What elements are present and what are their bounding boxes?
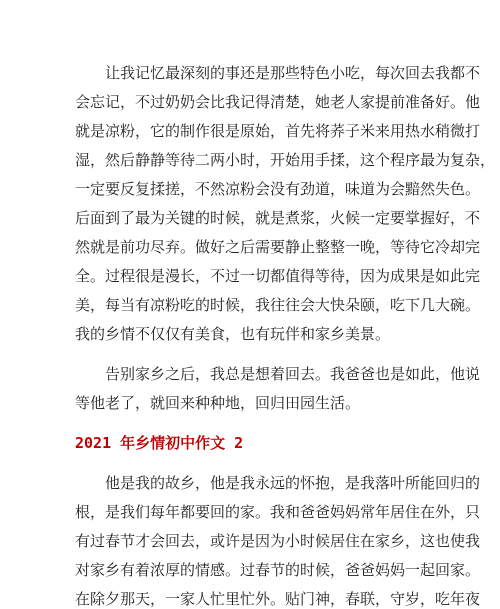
para3-line-1: 他是我的故乡，他是我永远的怀抱，是我落叶所能回归的 [105, 474, 481, 492]
para1-line-10: 我的乡情不仅仅有美食，也有玩伴和家乡美景。 [75, 325, 391, 343]
para2-line-2: 等他老了，就回来种种地，回归田园生活。 [75, 394, 361, 412]
para2-line-1: 告别家乡之后，我总是想着回去。我爸爸也是如此，他说 [105, 365, 481, 383]
para1-line-6: 后面到了最为关键的时候，就是煮浆，火候一定要掌握好，不 [75, 209, 481, 227]
para1-line-1: 让我记忆最深刻的事还是那些特色小吃，每次回去我都不 [105, 64, 481, 82]
para3-line-2: 根，是我们每年都要回的家。我和爸爸妈妈常年居住在外，只 [75, 503, 481, 521]
para3-line-3: 有过春节才会回去，或许是因为小时候居住在家乡，这也使我 [75, 532, 481, 550]
para1-line-9: 美，每当有凉粉吃的时候，我往往会大快朵颐，吃下几大碗。 [75, 296, 481, 314]
para1-line-3: 就是凉粉，它的制作很是原始，首先将荞子米来用热水稍微打 [75, 122, 481, 140]
section-heading: 2021 年乡情初中作文 2 [75, 434, 244, 452]
para3-line-4: 对家乡有着浓厚的情感。过春节的时候，爸爸妈妈一起回家。 [75, 561, 481, 579]
para1-line-5: 一定要反复揉搓，不然凉粉会没有劲道，味道为会黯然失色。 [75, 180, 481, 198]
para3-line-5: 在除夕那天，一家人忙里忙外。贴门神，春联，守岁，吃年夜 [75, 590, 481, 608]
para1-line-8: 全。过程很是漫长，不过一切都值得等待，因为成果是如此完 [75, 267, 481, 285]
para1-line-7: 然就是前功尽弃。做好之后需要静止整整一晚，等待它冷却完 [75, 238, 481, 256]
para1-line-2: 会忘记，不过奶奶会比我记得清楚，她老人家提前准备好。他 [75, 93, 481, 111]
para1-line-4: 湿，然后静静等待二两小时，开始用手揉，这个程序最为复杂， [75, 151, 496, 169]
